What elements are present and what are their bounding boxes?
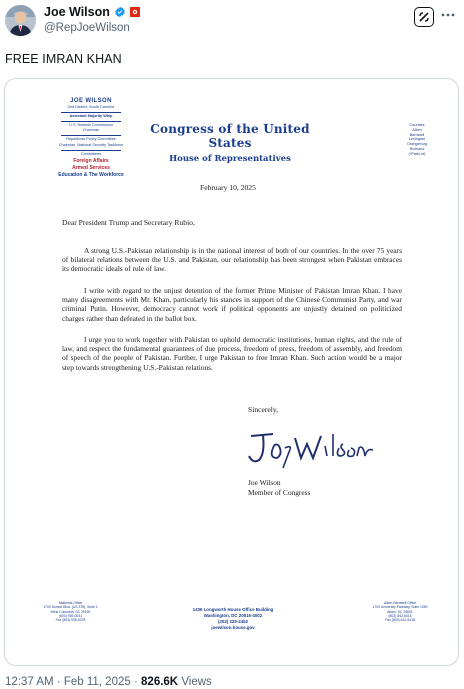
letterhead-center xyxy=(145,122,315,164)
footer-fax: Fax (803) 939-0078 xyxy=(55,618,86,623)
footer-address: 1700 Sunset Blvd. (US 378), Suite 1 xyxy=(43,605,98,610)
letterhead-district: 2nd District, South Carolina xyxy=(67,105,115,109)
letterhead-left xyxy=(35,98,147,178)
divider xyxy=(61,150,121,151)
more-button[interactable] xyxy=(438,5,458,25)
letterhead-county: Barnwell xyxy=(409,132,425,137)
footer-office-name: Aiken-Barnwell Office xyxy=(383,601,417,605)
divider xyxy=(61,112,121,113)
letter xyxy=(5,79,459,666)
letterhead-county-note: (*Parts of) xyxy=(408,151,426,156)
avatar[interactable] xyxy=(5,5,36,36)
letterhead-right xyxy=(387,123,447,157)
meta-separator: · xyxy=(56,676,61,688)
post-text: FREE IMRAN KHAN xyxy=(5,52,122,66)
footer-right-office xyxy=(355,601,445,622)
letter-date: February 10, 2025 xyxy=(200,183,256,192)
letterhead-committee: Education & The Workforce xyxy=(58,171,124,178)
letter-closing: Sincerely, xyxy=(248,405,279,414)
grok-button[interactable] xyxy=(414,7,434,27)
letterhead-helsinki: U.S. Helsinki Commission xyxy=(69,122,113,127)
post-meta xyxy=(5,676,212,688)
hong-kong-flag-icon xyxy=(130,7,140,17)
footer-address: 1700 University Parkway, Suite 1050 xyxy=(372,605,428,610)
post-date[interactable]: Feb 11, 2025 xyxy=(63,676,131,688)
letterhead-helsinki-role: Chairman xyxy=(82,128,100,133)
views-count: 826.6K xyxy=(141,676,179,688)
display-name[interactable]: Joe Wilson xyxy=(44,5,110,19)
letterhead-committee: Armed Services xyxy=(72,164,110,171)
letter-paragraph: I write with regard to the unjust detention of the former Prime Minister of Pakistan Imran Khan. I have many disagreements with Mr. Khan, particularly his stances in support of the Chinese Communist Party, and war criminal Putin. However, democracy cannot work if political opponents are unjustly detained on politicized charges rather than defeated in the ballot box. xyxy=(62,286,402,323)
letter-paragraph: A strong U.S.-Pakistan relationship is in the national interest of both of our countries. In the over 75 years of bilateral relations between the U.S. and Pakistan, our relationship has been strongest when Pakistan embraces its democratic ideals of rule of law. xyxy=(62,246,402,274)
footer-phone: (803) 642-6416 xyxy=(388,613,412,618)
handle[interactable]: @RepJoeWilson xyxy=(44,22,130,34)
more-icon xyxy=(441,13,455,17)
meta-separator: · xyxy=(133,676,138,688)
letterhead-whip: Assistant Majority Whip xyxy=(69,113,113,118)
name-row xyxy=(44,5,140,19)
post-image[interactable] xyxy=(4,78,459,666)
footer-address: Washington, DC 20515-4002 xyxy=(203,613,263,618)
footer-phone: (803) 939-0041 xyxy=(58,613,83,618)
letterhead-rpc: Republican Policy Committee xyxy=(66,137,116,142)
grok-icon xyxy=(418,11,430,23)
letterhead-county: Lexington xyxy=(408,137,426,142)
letterhead-county: Aiken xyxy=(412,127,422,132)
letterhead-committees-label: Committees xyxy=(80,151,102,156)
footer-address: 1436 Longworth House Office Building xyxy=(192,607,274,612)
post-time[interactable]: 12:37 AM xyxy=(5,676,54,688)
divider xyxy=(61,135,121,136)
letterhead-committee: Foreign Affairs xyxy=(73,157,109,164)
letterhead-counties: Counties xyxy=(409,123,425,127)
footer-center-office xyxy=(153,607,313,631)
signature-image xyxy=(243,424,383,470)
letterhead-county: Orangeburg xyxy=(406,142,428,147)
letterhead-county: Richland xyxy=(409,146,425,151)
letterhead-name: JOE WILSON xyxy=(70,98,112,104)
letter-paragraph: I urge you to work together with Pakistan to uphold democratic institutions, human rights, and the rule of law, and respect the fundamental guarantees of due process, freedom of press, freedom of assembly, and freedom of speech of the people of Pakistan. Further, I urge Pakistan to free Imran Khan. Such action would be a major step towards strengthening U.S.-Pakistan relations. xyxy=(62,335,402,372)
footer-address: West Columbia, SC 29169 xyxy=(50,609,91,614)
divider xyxy=(61,121,121,122)
letterhead-subtitle: House of Representatives xyxy=(169,154,291,164)
footer-office-name: Midlands Office xyxy=(58,601,83,605)
footer-website: joewilson.house.gov xyxy=(211,625,255,630)
signer-title: Member of Congress xyxy=(248,488,311,497)
letterhead-rpc-role: Chairman, National Security Taskforce xyxy=(58,142,124,147)
signer-name: Joe Wilson xyxy=(248,478,281,487)
letterhead-title: Congress of the United States xyxy=(150,122,310,150)
footer-fax: Fax (803) 642-6418 xyxy=(385,618,415,623)
views-label: Views xyxy=(181,676,212,688)
letter-salutation: Dear President Trump and Secretary Rubio, xyxy=(62,218,195,227)
avatar-photo xyxy=(5,5,36,36)
footer-left-office xyxy=(28,601,113,622)
verified-badge-icon xyxy=(114,6,126,18)
post-header xyxy=(0,0,464,44)
footer-phone: (202) 225-2452 xyxy=(217,619,249,624)
footer-address: Aiken, SC 29801 xyxy=(387,609,413,614)
